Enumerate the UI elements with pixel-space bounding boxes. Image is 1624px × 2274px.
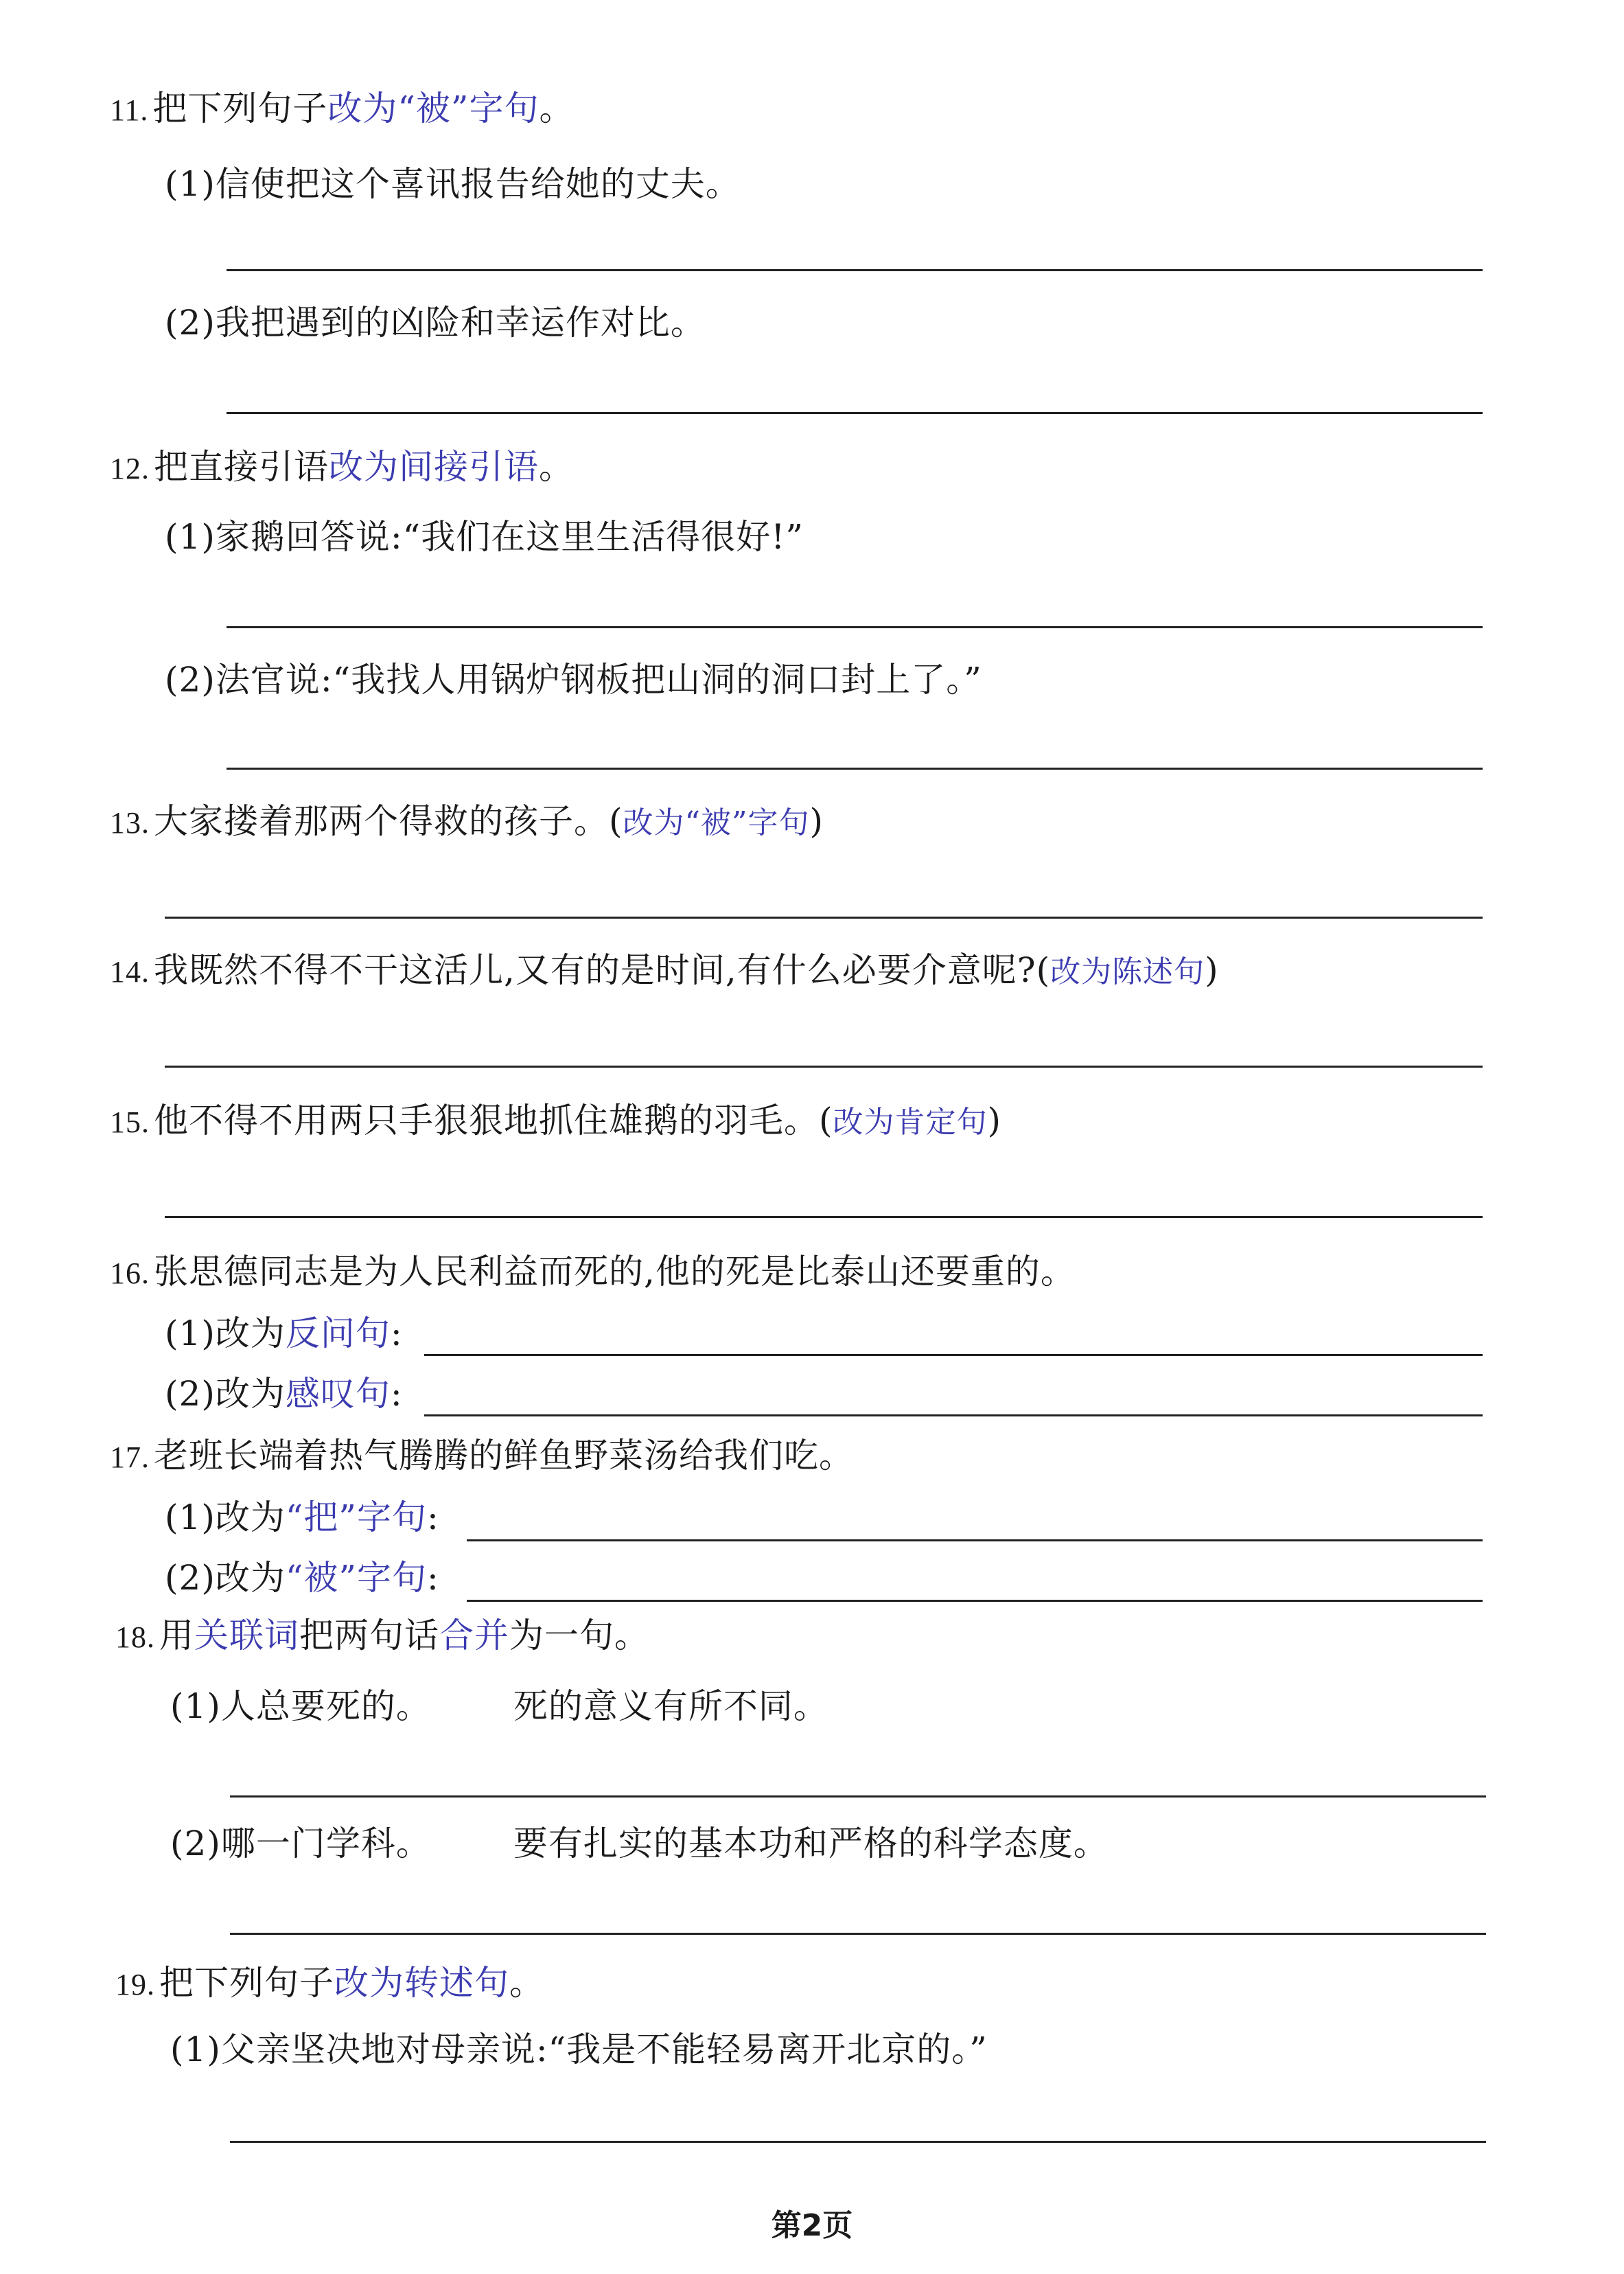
question-13-prompt: 13. 大家搂着那两个得救的孩子。(改为“被”字句) (110, 801, 824, 841)
instruction-highlight: 合并 (439, 1616, 509, 1655)
answer-line[interactable] (165, 1216, 1483, 1218)
instruction-highlight: 改为“被”字句 (623, 805, 810, 840)
answer-line[interactable] (467, 1600, 1483, 1602)
question-11-item-1: (1)信使把这个喜讯报告给她的丈夫。 (165, 164, 741, 204)
question-18-item-2: (2)哪一门学科。 要有扎实的基本功和严格的科学态度。 (170, 1824, 1109, 1863)
instruction-highlight: 改为“被”字句 (327, 89, 540, 128)
answer-line[interactable] (230, 1795, 1486, 1798)
question-12-item-2: (2)法官说:“我找人用锅炉钢板把山洞的洞口封上了。” (165, 660, 982, 700)
answer-line[interactable] (165, 917, 1483, 919)
question-number: 11. (110, 93, 149, 127)
question-16-item-2: (2)改为感叹句: (165, 1374, 403, 1414)
question-16-prompt: 16. 张思德同志是为人民利益而死的,他的死是比泰山还要重的。 (110, 1252, 1076, 1291)
question-15-prompt: 15. 他不得不用两只手狠狠地抓住雄鹅的羽毛。(改为肯定句) (110, 1101, 1002, 1140)
question-11-prompt: 11. 把下列句子改为“被”字句。 (110, 89, 575, 128)
answer-line[interactable] (230, 1933, 1486, 1935)
answer-line[interactable] (424, 1414, 1483, 1416)
instruction-highlight: 关联词 (194, 1616, 299, 1655)
question-number: 18. (115, 1620, 155, 1654)
answer-line[interactable] (230, 2141, 1486, 2143)
instruction-highlight: “把”字句 (285, 1497, 427, 1537)
question-number: 13. (110, 806, 150, 840)
answer-line[interactable] (227, 412, 1483, 414)
question-16-item-1: (1)改为反问句: (165, 1313, 403, 1353)
question-number: 15. (110, 1105, 150, 1139)
question-17-prompt: 17. 老班长端着热气腾腾的鲜鱼野菜汤给我们吃。 (110, 1436, 854, 1475)
question-number: 14. (110, 955, 150, 989)
question-19-prompt: 19. 把下列句子改为转述句。 (115, 1963, 544, 2003)
question-18-item-1: (1)人总要死的。 死的意义有所不同。 (170, 1686, 828, 1726)
instruction-highlight: 感叹句 (285, 1374, 391, 1414)
question-18-prompt: 18. 用关联词把两句话合并为一句。 (115, 1616, 649, 1655)
question-19-item-1: (1)父亲坚决地对母亲说:“我是不能轻易离开北京的。” (170, 2030, 988, 2069)
answer-line[interactable] (165, 1066, 1483, 1068)
question-number: 17. (110, 1440, 150, 1474)
instruction-highlight: 改为陈述句 (1050, 954, 1205, 989)
question-12-prompt: 12. 把直接引语改为间接引语。 (110, 447, 574, 487)
question-11-item-2: (2)我把遇到的凶险和幸运作对比。 (165, 303, 706, 343)
instruction-highlight: 反问句 (285, 1313, 391, 1353)
page-number: 第2页 (771, 2208, 853, 2243)
answer-line[interactable] (227, 768, 1483, 770)
question-12-item-1: (1)家鹅回答说:“我们在这里生活得很好!” (165, 517, 804, 557)
answer-line[interactable] (227, 269, 1483, 271)
question-number: 19. (115, 1968, 155, 2001)
question-17-item-2: (2)改为“被”字句: (165, 1558, 439, 1598)
answer-line[interactable] (227, 626, 1483, 628)
question-number: 16. (110, 1256, 150, 1290)
question-number: 12. (110, 452, 150, 485)
instruction-highlight: 改为间接引语 (329, 447, 539, 487)
instruction-highlight: 改为肯定句 (833, 1105, 988, 1140)
instruction-highlight: “被”字句 (285, 1558, 427, 1598)
question-17-item-1: (1)改为“把”字句: (165, 1497, 439, 1537)
instruction-highlight: 改为转述句 (334, 1963, 509, 2003)
answer-line[interactable] (424, 1354, 1483, 1356)
question-14-prompt: 14. 我既然不得不干这活儿,又有的是时间,有什么必要介意呢?(改为陈述句) (110, 950, 1219, 990)
answer-line[interactable] (467, 1539, 1483, 1541)
